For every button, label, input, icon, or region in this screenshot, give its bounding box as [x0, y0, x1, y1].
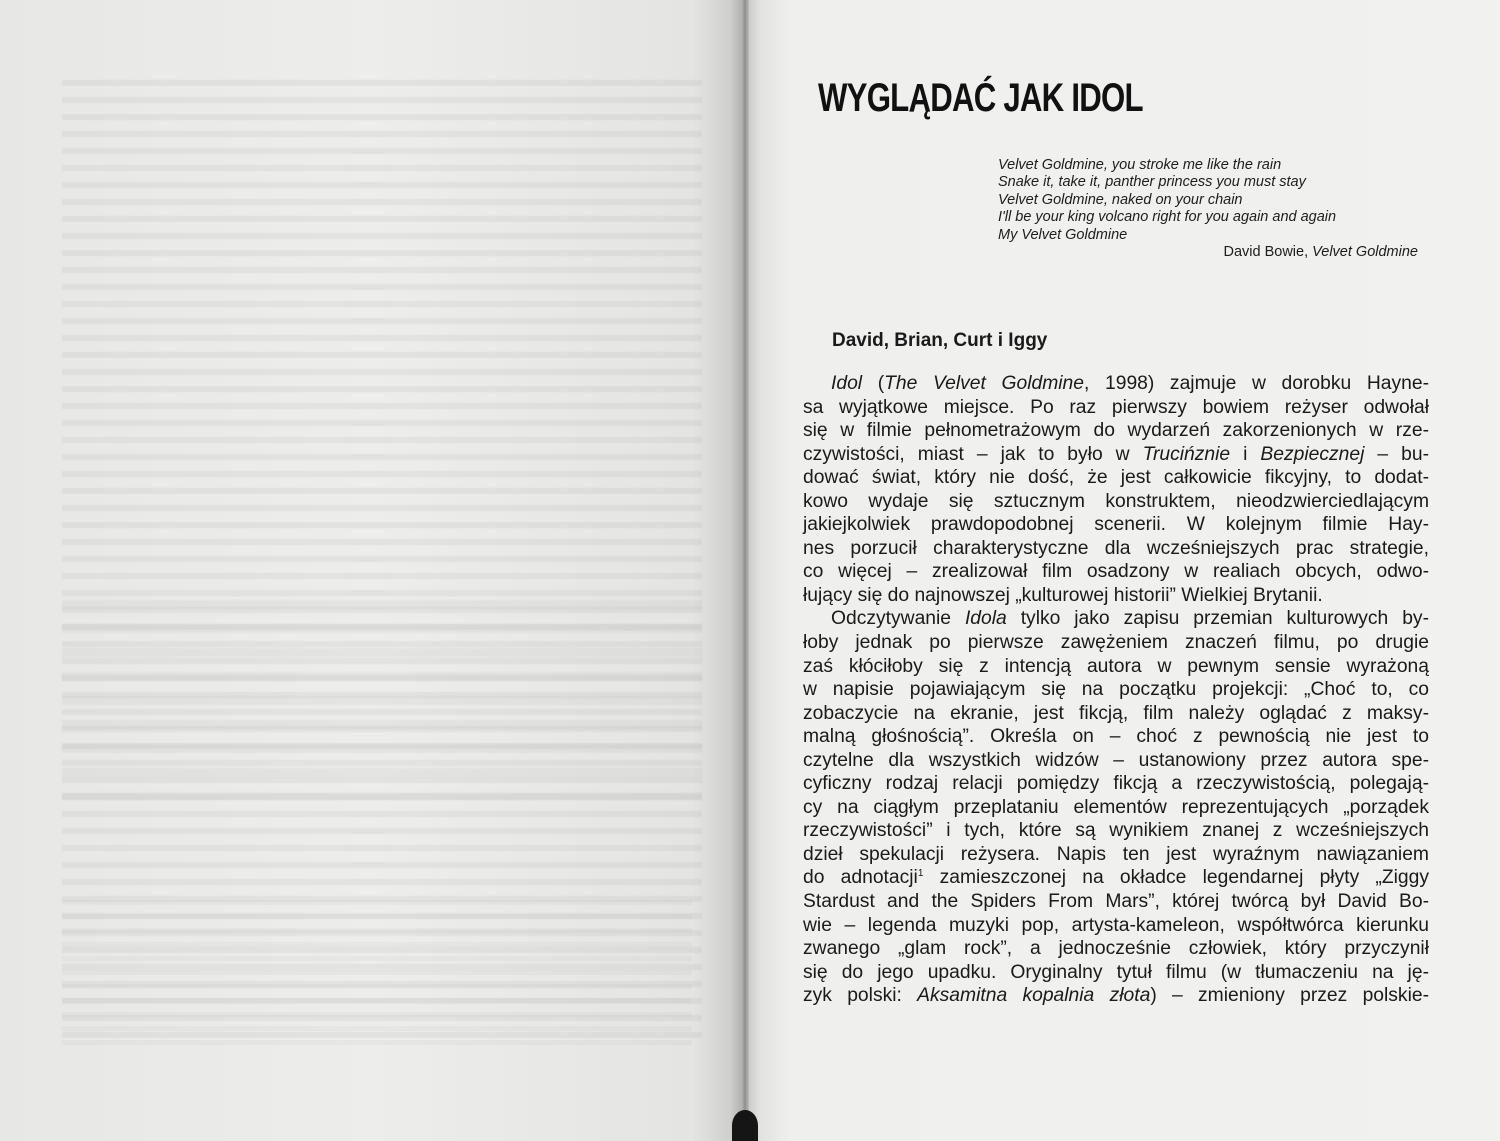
paragraph-1-line: Idol (The Velvet Goldmine, 1998) zajmuje w dorobku Hayne- — [831, 373, 1429, 394]
paragraph-2-line: rzeczywistości” i tych, które są wynikiem znanej z wcześniejszych — [803, 820, 1429, 842]
paragraph-2-line: wie – legenda muzyki pop, artysta-kameleon, współtwórca kierunku — [803, 914, 1429, 936]
paragraph-2-line: zaś kłóciłoby się z intencją autora w pewnym sensie wyrażoną — [803, 655, 1429, 677]
paragraph-2-line: się do jego upadku. Oryginalny tytuł filmu (w tłumaczeniu na ję- — [803, 961, 1429, 983]
spine-shadow — [732, 1110, 758, 1141]
italic-title: Aksamitna kopalnia złota — [917, 985, 1151, 1007]
paragraph-1-line: sa wyjątkowe miejsce. Po raz pierwszy bowiem reżyser odwołał — [803, 396, 1429, 418]
book-gutter — [741, 0, 749, 1141]
paragraph-2-line: łoby jednak po pierwsze zawężeniem znaczeń filmu, po drugie — [803, 632, 1429, 654]
chapter-title: WYGLĄDAĆ JAK IDOL — [818, 76, 1143, 120]
paragraph-2-line: zobaczycie na ekranie, jest fikcją, film należy oglądać z maksy- — [803, 702, 1429, 724]
italic-title: Idol — [831, 373, 863, 394]
section-heading: David, Brian, Curt i Iggy — [832, 330, 1048, 351]
show-through-footnotes — [62, 900, 692, 1050]
epigraph — [998, 157, 1428, 244]
paragraph-1-line: dować świat, który nie dość, że jest całkowicie fikcyjny, to dodat- — [803, 467, 1429, 489]
paragraph-2-line: malną głośnością”. Określa on – choć z pewnością nie jest to — [803, 726, 1429, 748]
italic-title: Bezpiecznej — [1260, 443, 1365, 465]
paragraph-1-line: nes porzucił charakterystyczne dla wcześniejszych prac strategie, — [803, 537, 1429, 559]
paragraph-2-line: do adnotacji$^1$ zamieszczonej na okładce legendarnej płyty „Ziggy — [803, 867, 1429, 889]
paragraph-2-line: cyficzny rodzaj relacji pomiędzy fikcją a rzeczywistością, polegają- — [803, 773, 1429, 795]
paragraph-1-line: kowo wydaje się sztucznym konstruktem, nieodzwierciedlającym — [803, 490, 1429, 512]
paragraph-2-line: zwanego „glam rock”, a jednocześnie człowiek, który przyczynił — [803, 938, 1429, 960]
paragraph-2-line: dzieł spekulacji reżysera. Napis ten jest wyraźnym nawiązaniem — [803, 843, 1429, 865]
epigraph-line: Velvet Goldmine, naked on your chain — [998, 191, 1243, 208]
paragraph-2-line: czytelne dla wszystkich widzów – ustanowiony przez autora spe- — [803, 749, 1429, 771]
italic-title: Idola — [964, 608, 1007, 630]
epigraph-line: Velvet Goldmine, you stroke me like the rain — [998, 157, 1282, 173]
paragraph-1-line: czywistości, miast – jak to było w Trucińznie i Bezpiecznej – bu- — [803, 443, 1429, 465]
paragraph-2-line: w napisie pojawiającym się na początku projekcji: „Choć to, co — [803, 679, 1429, 701]
paragraph-1-line: się w filmie pełnometrażowym do wydarzeń zakorzenionych w rze- — [803, 420, 1429, 442]
left-page — [0, 0, 745, 1141]
paragraph-1-line: łujący się do najnowszej „kulturowej historii” Wielkiej Brytanii. — [803, 584, 1323, 606]
paragraph-2-line: Stardust and the Spiders From Mars”, której twórcą był David Bo- — [803, 891, 1429, 913]
epigraph-line: Snake it, take it, panther princess you must stay — [998, 174, 1306, 191]
epigraph-attribution — [1060, 243, 1418, 261]
epigraph-line: I'll be your king volcano right for you again and again — [998, 209, 1337, 226]
paragraph-2-line: zyk polski: Aksamitna kopalnia złota) – zmieniony przez polskie- — [803, 985, 1430, 1007]
paragraph-1-line: jakiejkolwiek prawdopodobnej scenerii. W kolejnym filmie Hay- — [803, 514, 1429, 536]
epigraph-work: Velvet Goldmine — [1312, 244, 1418, 260]
show-through-text — [62, 80, 702, 1040]
footnote-marker[interactable]: 1 — [917, 868, 924, 880]
epigraph-author: David Bowie, — [1223, 244, 1309, 260]
epigraph-line: My Velvet Goldmine — [998, 226, 1128, 243]
paragraph-2-line: Odczytywanie Idola tylko jako zapisu przemian kulturowych by- — [831, 608, 1429, 630]
italic-title: The Velvet Goldmine — [884, 373, 1085, 394]
body-text — [803, 372, 1429, 1008]
show-through-text-lower — [62, 600, 702, 800]
paragraph-2-line: cy na ciągłym przeplataniu elementów reprezentujących „porządek — [803, 796, 1429, 818]
paragraph-1-line: co więcej – zrealizował film osadzony w realiach obcych, odwo- — [803, 561, 1429, 583]
italic-title: Trucińznie — [1142, 443, 1231, 465]
